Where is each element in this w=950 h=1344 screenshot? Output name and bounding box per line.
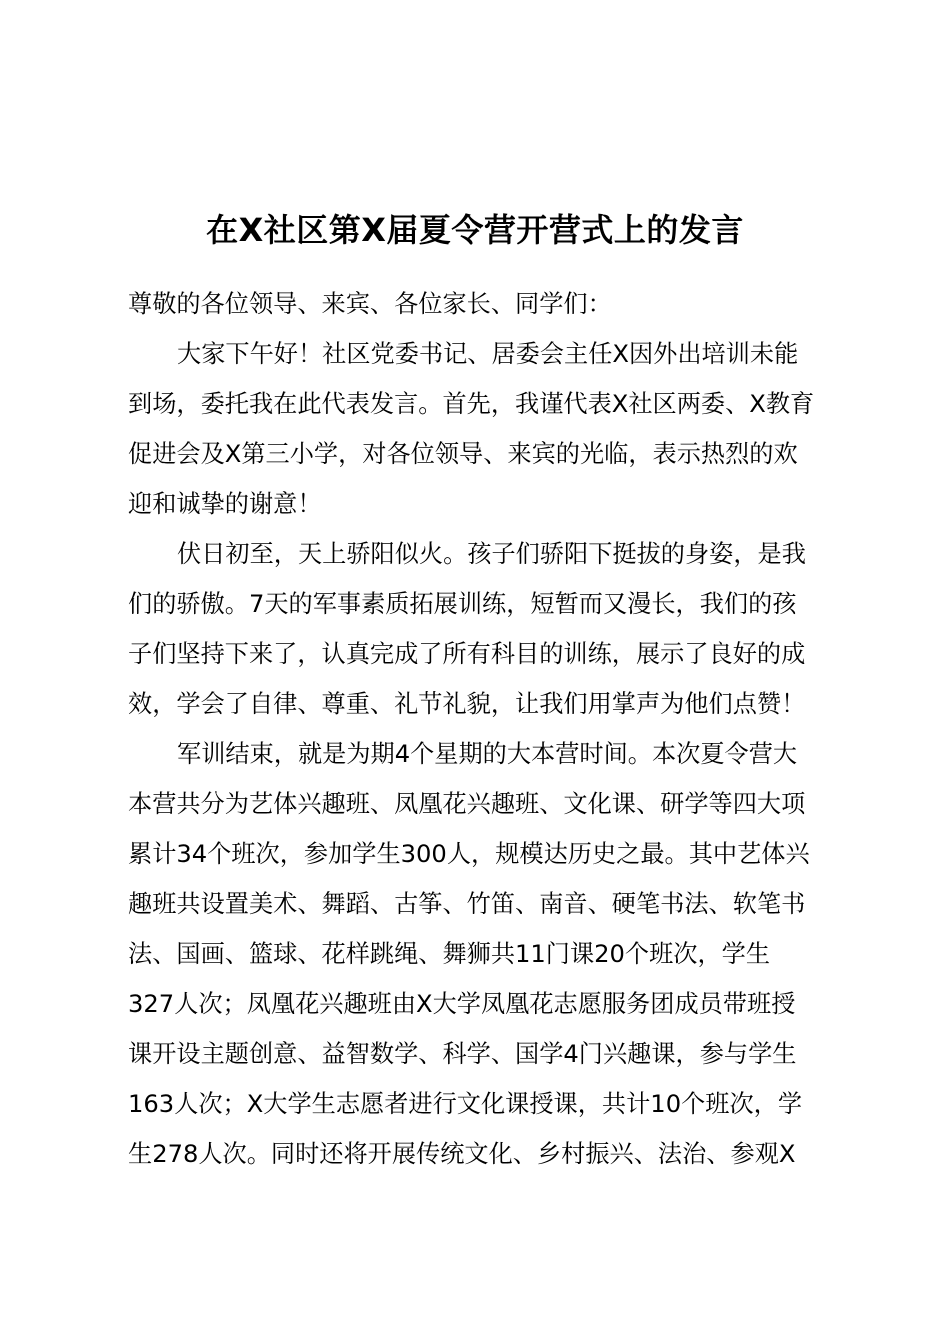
body-line: 们的骄傲。7天的军事素质拓展训练，短暂而又漫长，我们的孩 xyxy=(128,590,797,618)
body-line: 伏日初至，天上骄阳似火。孩子们骄阳下挺拔的身姿，是我 xyxy=(177,540,806,568)
body-line: 课开设主题创意、益智数学、科学、国学4门兴趣课，参与学生 xyxy=(128,1040,797,1068)
body-line: 军训结束，就是为期4个星期的大本营时间。本次夏令营大 xyxy=(177,740,798,768)
body-line: 效，学会了自律、尊重、礼节礼貌，让我们用掌声为他们点赞！ xyxy=(128,690,806,718)
document-title: 在X社区第X届夏令营开营式上的发言 xyxy=(206,211,744,249)
body-line: 大家下午好！社区党委书记、居委会主任X因外出培训未能 xyxy=(177,340,799,368)
body-line: 327人次；凤凰花兴趣班由X大学凤凰花志愿服务团成员带班授 xyxy=(128,990,796,1018)
body-line: 法、国画、篮球、花样跳绳、舞狮共11门课20个班次，学生 xyxy=(128,940,771,968)
body-line: 趣班共设置美术、舞蹈、古筝、竹笛、南音、硬笔书法、软笔书 xyxy=(128,890,806,918)
body-line: 尊敬的各位领导、来宾、各位家长、同学们： xyxy=(128,290,612,318)
body-line: 子们坚持下来了，认真完成了所有科目的训练，展示了良好的成 xyxy=(128,640,806,668)
body-line: 促进会及X第三小学，对各位领导、来宾的光临，表示热烈的欢 xyxy=(128,440,798,468)
body-line: 生278人次。同时还将开展传统文化、乡村振兴、法治、参观X xyxy=(128,1140,796,1168)
body-line: 累计34个班次，参加学生300人，规模达历史之最。其中艺体兴 xyxy=(128,840,810,868)
document-body xyxy=(128,279,828,1179)
body-line: 迎和诚挚的谢意！ xyxy=(128,490,322,518)
body-line: 到场，委托我在此代表发言。首先，我谨代表X社区两委、X教育 xyxy=(128,390,815,418)
body-line: 本营共分为艺体兴趣班、凤凰花兴趣班、文化课、研学等四大项 xyxy=(128,790,806,818)
body-line: 163人次；X大学生志愿者进行文化课授课，共计10个班次，学 xyxy=(128,1090,803,1118)
